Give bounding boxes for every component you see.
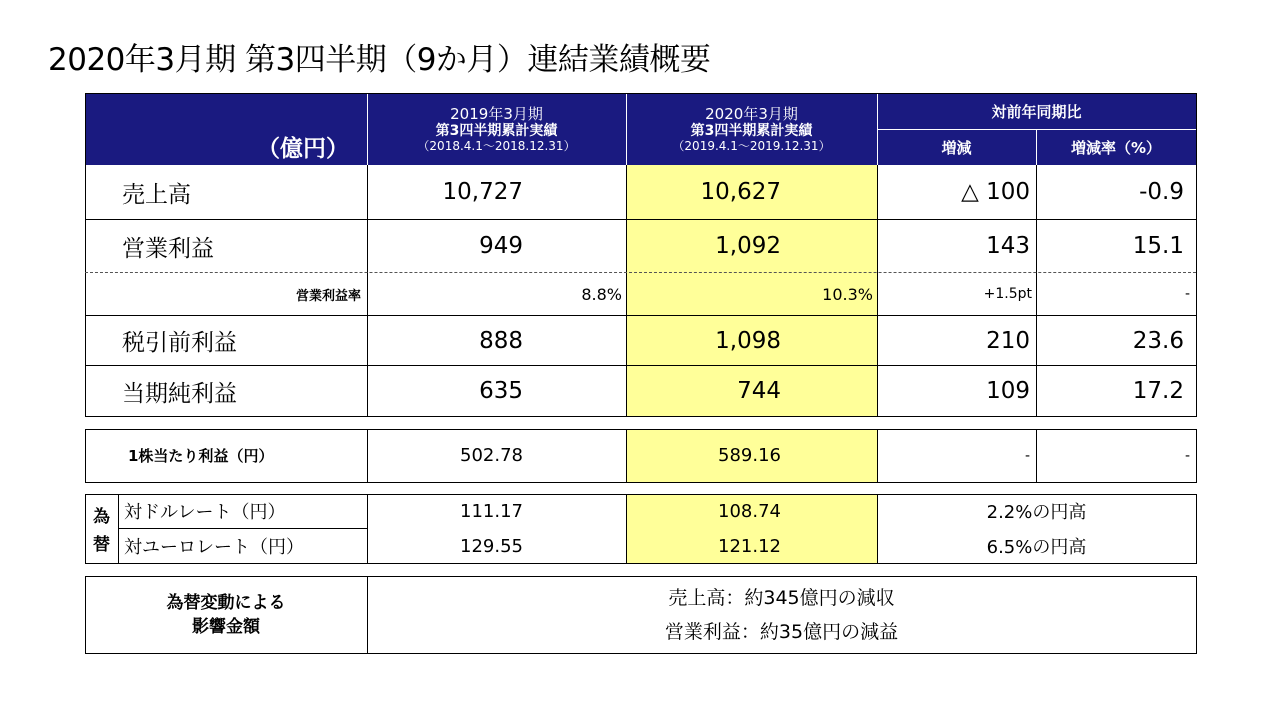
unit-label: （億円） [85,128,367,165]
row-label-net-profit: 当期純利益 [122,380,237,407]
row-margin-prev: 8.8% [581,284,622,304]
col-prev-line2: 第3四半期累計実績 [435,123,558,139]
eps-change: - [1024,447,1030,464]
col-curr-line3: （2019.4.1～2019.12.31） [672,139,831,153]
fx-usd-curr: 108.74 [718,500,781,522]
row-pretax-curr: 1,098 [715,327,781,354]
row-sales-rate: -0.9 [1139,179,1184,205]
eps-prev: 502.78 [460,445,523,466]
row-op-rate: 15.1 [1132,233,1184,259]
row-pretax-rate: 23.6 [1132,327,1184,354]
impact-label-line2: 影響金額 [192,616,260,637]
fx-usd-prev: 111.17 [460,500,523,522]
row-label-pretax-profit: 税引前利益 [122,330,237,356]
col-prev-line3: （2018.4.1～2018.12.31） [417,139,576,153]
eps-label: 1株当たり利益（円） [128,447,274,465]
impact-label-line1: 為替変動による [166,592,286,613]
col-curr-line2: 第3四半期累計実績 [690,123,813,139]
fx-usd-label: 対ドルレート（円） [124,502,286,523]
fx-usd-note: 2.2%の円高 [986,502,1087,523]
impact-sales-line: 売上高：約345億円の減収 [668,586,895,609]
row-sales-change: △ 100 [961,179,1030,205]
fx-group-label-2: 替 [93,534,110,555]
row-pretax-prev: 888 [479,327,523,354]
col-change-header: 増減 [877,130,1036,165]
col-rate-header: 増減率（%） [1036,130,1196,165]
col-curr-line1: 2020年3月期 [705,105,798,123]
row-label-operating-profit: 営業利益 [122,235,214,262]
row-net-rate: 17.2 [1132,378,1184,404]
row-net-curr: 744 [737,378,781,404]
fx-eur-prev: 129.55 [460,535,523,557]
page-title: 2020年3月期 第3四半期（9か月）連結業績概要 [48,42,711,78]
row-margin-rate: - [1184,286,1190,302]
row-label-sales: 売上高 [122,181,191,208]
row-op-change: 143 [986,233,1030,259]
row-net-change: 109 [986,378,1030,404]
col-compare-header: 対前年同期比 [877,93,1196,129]
row-sales-curr: 10,627 [700,179,781,205]
row-op-prev: 949 [479,233,523,259]
col-prev-line1: 2019年3月期 [450,105,543,123]
eps-curr: 589.16 [718,445,781,466]
impact-op-line: 営業利益：約35億円の減益 [664,620,899,643]
row-net-prev: 635 [479,378,523,404]
fx-group-label-1: 為 [93,506,110,527]
row-sales-prev: 10,727 [442,179,523,205]
fx-eur-curr: 121.12 [718,535,781,557]
eps-rate: - [1184,447,1190,464]
fx-eur-note: 6.5%の円高 [986,537,1087,558]
row-label-operating-margin: 営業利益率 [295,288,361,304]
row-margin-curr: 10.3% [822,284,873,304]
row-pretax-change: 210 [986,327,1030,354]
row-margin-change: +1.5pt [983,286,1032,302]
row-op-curr: 1,092 [715,233,781,259]
fx-eur-label: 対ユーロレート（円） [124,537,304,558]
